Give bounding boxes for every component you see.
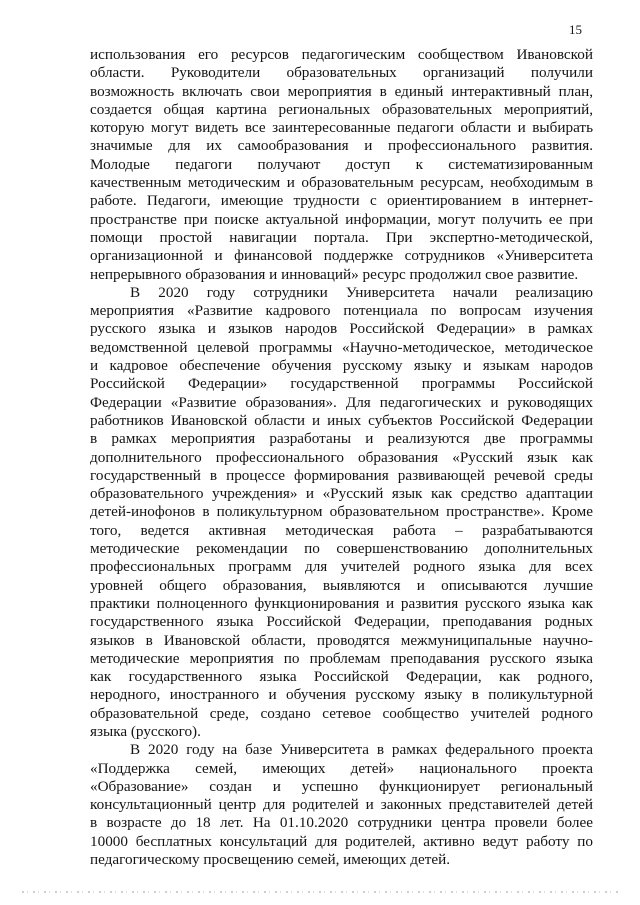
text-line: дополнительного профессионального образования «Русский язык как <box>90 448 593 466</box>
text-line: «Образование» создан и успешно функционирует региональный <box>90 777 593 795</box>
text-line: языков в Ивановской области, проводятся межмуниципальные научно- <box>90 631 593 649</box>
text-line: помощи простой навигации портала. При экспертно-методической, <box>90 228 593 246</box>
text-line: качественным методическим и образовательным ресурсам, необходимым в <box>90 174 593 192</box>
text-line: уровней общего образования, выявляются и описываются лучшие <box>90 576 593 594</box>
text-line: профессиональных программ для учителей родного языка для всех <box>90 558 593 576</box>
text-line: В 2020 году сотрудники Университета начали реализацию <box>130 283 593 301</box>
text-line: использования его ресурсов педагогическим сообществом Ивановской <box>90 46 593 63</box>
text-line: детей-инофонов в поликультурном образовательном пространстве». Кроме <box>90 503 593 521</box>
text-line: В 2020 году на базе Университета в рамках федерального проекта <box>130 741 593 759</box>
text-line: работников Ивановской области и иных субъектов Российской Федерации <box>90 411 593 429</box>
paragraph-2 <box>90 284 593 741</box>
text-line: работе. Педагоги, имеющие трудности с ориентированием в интернет- <box>90 192 593 210</box>
text-line: практики полноценного функционирования и развития русского языка как <box>90 594 593 612</box>
paragraph-3 <box>90 741 593 869</box>
text-line: организационной и финансовой поддержке сотрудников «Университета <box>90 247 593 265</box>
text-line: государственного языка Российской Федерации, преподавания родных <box>90 613 593 631</box>
text-line: и кадровое обеспечение обучения русскому языку и языкам народов <box>90 357 593 375</box>
paragraph-1 <box>90 46 593 284</box>
text-line: значимые для их самообразования и профессионального развития. <box>90 137 593 155</box>
document-body <box>90 46 593 869</box>
text-line: государственный в процессе формирования развивающей речевой среды <box>90 466 593 484</box>
text-line: ведомственной целевой программы «Научно-методическое, методическое <box>90 338 593 356</box>
text-line: педагогическому просвещению семей, имеющих детей. <box>90 851 450 869</box>
text-line: методические мероприятия по проблемам преподавания русского языка <box>90 649 593 667</box>
text-line: создается общая картина региональных образовательных мероприятий, <box>90 100 593 118</box>
text-line: мероприятия «Развитие кадрового потенциала по вопросам изучения <box>90 302 593 320</box>
text-line: образовательного учреждения» и «Русский язык как средство адаптации <box>90 485 593 503</box>
text-line: «Поддержка семей, имеющих детей» национального проекта <box>90 759 593 777</box>
text-line: Молодые педагоги получают доступ к систематизированным <box>90 155 593 173</box>
text-line: методические рекомендации по совершенствованию дополнительных <box>90 540 593 558</box>
text-line: Российской Федерации» государственной программы Российской <box>90 375 593 393</box>
text-line: образовательной среде, создано сетевое сообщество учителей родного <box>90 704 593 722</box>
page-number: 15 <box>569 22 582 37</box>
text-line: Федерации «Развитие образования». Для педагогических и руководящих <box>90 393 593 411</box>
text-line: в рамках мероприятия разработаны и реализуются две программы <box>90 430 593 448</box>
text-line: консультационный центр для родителей и законных представителей детей <box>90 796 593 814</box>
text-line: как государственного языка Российской Федерации, как родного, <box>90 668 593 686</box>
text-line: неродного, иностранного и обучения русскому языку в поликультурной <box>90 686 593 704</box>
text-line: возможность включать свои мероприятия в единый интерактивный план, <box>90 82 593 100</box>
text-line: 10000 бесплатных консультаций для родителей, активно ведут работу по <box>90 832 593 850</box>
text-line: языка (русского). <box>90 722 201 740</box>
text-line: того, ведется активная методическая работа – разрабатываются <box>90 521 593 539</box>
text-line: пространстве при поиске актуальной информации, могут получить ее при <box>90 210 593 228</box>
text-line: непрерывного образования и инноваций» ресурс продолжил свое развитие. <box>90 265 579 283</box>
text-line: в возрасте до 18 лет. На 01.10.2020 сотрудники центра провели более <box>90 814 593 832</box>
scan-edge-artifact <box>22 891 618 893</box>
text-line: русского языка и языков народов Российской Федерации» в рамках <box>90 320 593 338</box>
text-line: которую могут видеть все заинтересованные педагоги области и выбирать <box>90 119 593 137</box>
text-line: области. Руководители образовательных организаций получили <box>90 64 593 82</box>
